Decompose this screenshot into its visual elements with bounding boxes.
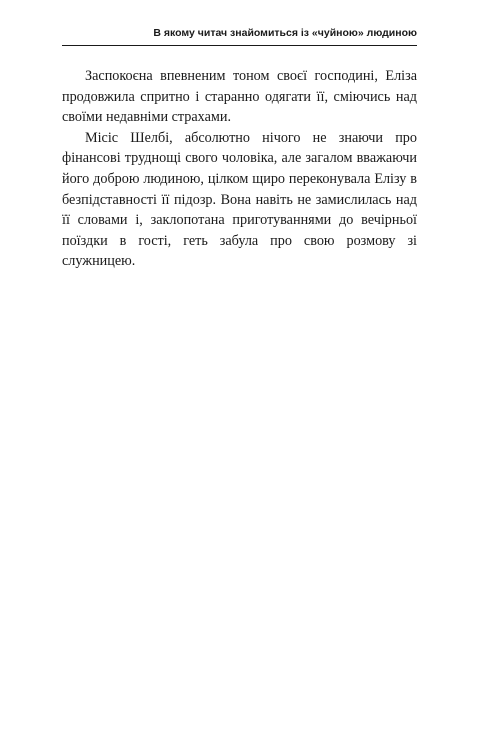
paragraph-1: Заспокоєна впевненим тоном своєї господині, Еліза продовжила спритно і старанно одягати її, сміючись над своїми недавніми страхами. <box>62 68 417 126</box>
header-rule <box>62 45 417 46</box>
running-head: В якому читач знайомиться із «чуйною» людиною <box>153 27 417 39</box>
body-text <box>62 66 417 272</box>
paragraph-2: Місіс Шелбі, абсолютно нічого не знаючи про фінансові труднощі свого чоловіка, але загалом вважаючи його доброю людиною, цілком щиро переконувала Елізу в безпідставності її підозр. Вона навіть не замислилась над її словами і, заклопотана приготуваннями до вечірньої поїздки в гості, геть забула про свою розмову зі служницею. <box>62 129 417 270</box>
